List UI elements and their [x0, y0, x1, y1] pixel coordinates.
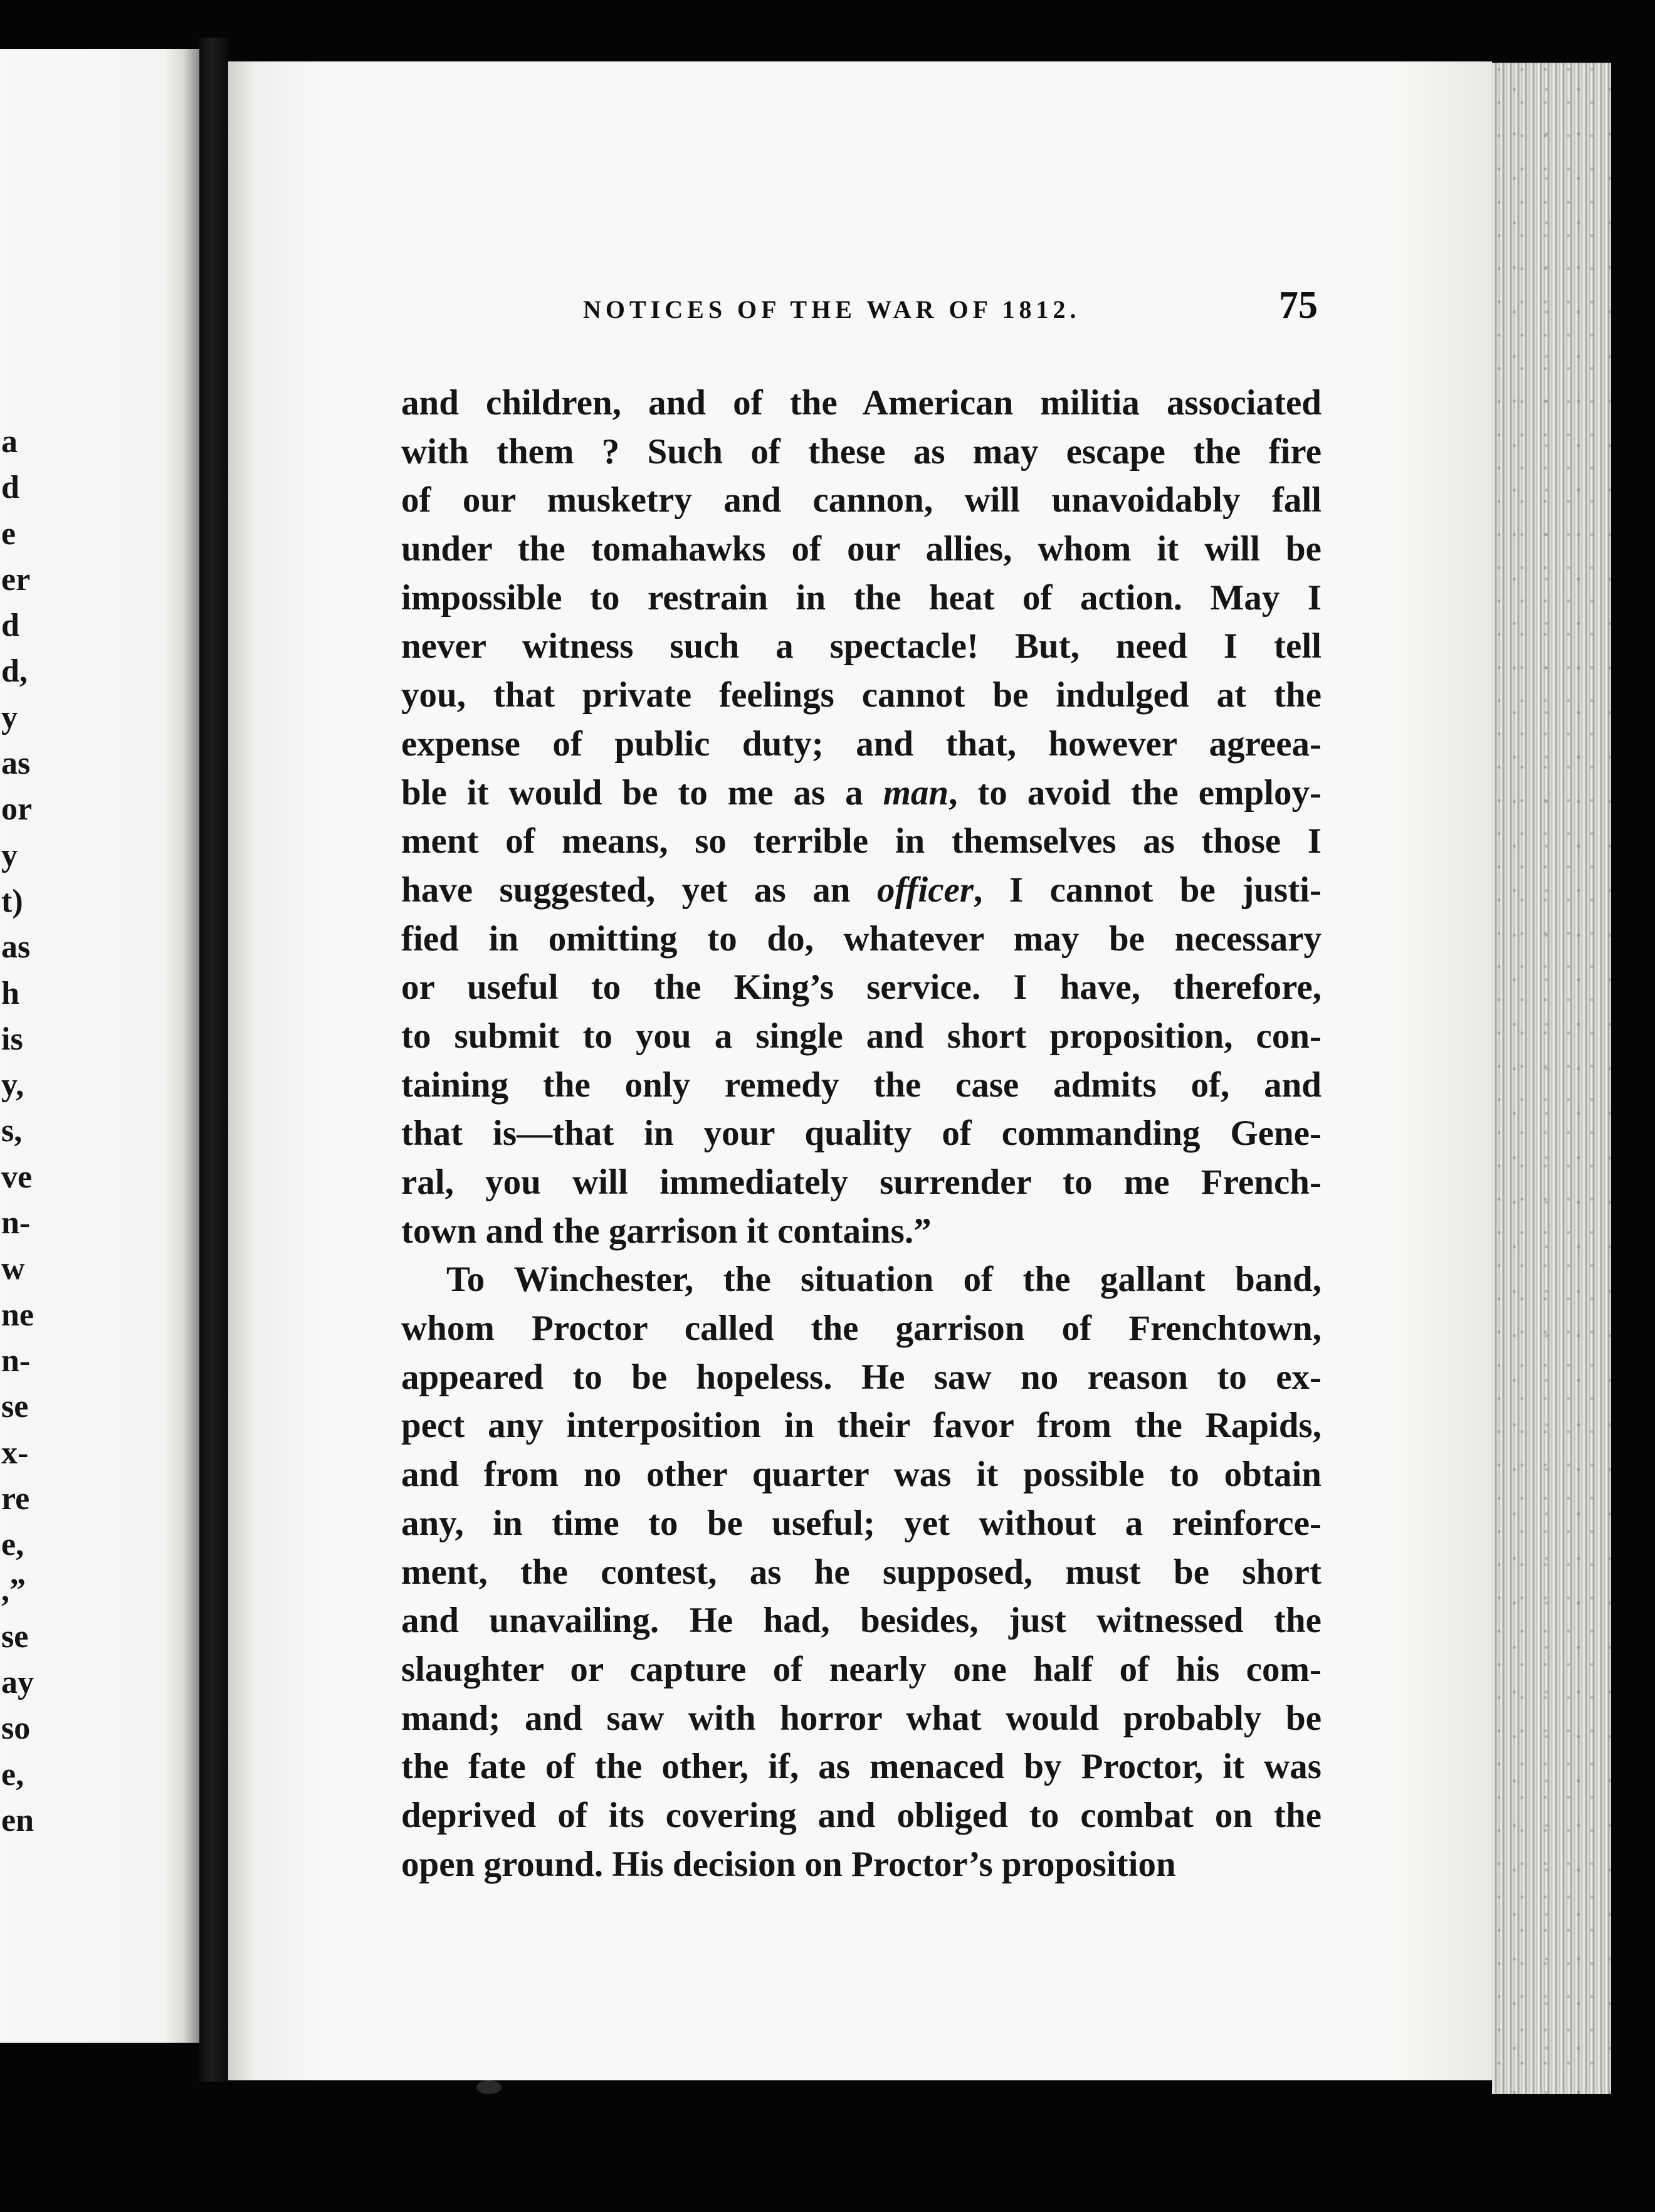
left-page-fragment: ay — [1, 1665, 34, 1701]
left-page-fragment: w — [1, 1251, 25, 1287]
text-line: ment, the contest, as he supposed, must be short — [401, 1552, 1321, 1592]
text-line: that is—that in your quality of commanding Gene- — [401, 1114, 1321, 1154]
text-line — [401, 866, 1321, 915]
text-line: and unavailing. He had, besides, just witnessed the — [401, 1601, 1321, 1641]
left-page-fragment: d, — [1, 653, 28, 690]
text-line: the fate of the other, if, as menaced by Proctor, it was — [401, 1747, 1321, 1787]
text-line: impossible to restrain in the heat of action. May I — [401, 577, 1321, 618]
left-page-fragment: e, — [1, 1756, 24, 1793]
left-page-fragment: a — [1, 424, 18, 460]
text-line: ral, you will immediately surrender to me French- — [401, 1162, 1321, 1202]
left-page-fragment: ve — [1, 1159, 33, 1195]
left-page-fragment: se — [1, 1618, 29, 1655]
text-line: any, in time to be useful; yet without a reinforce- — [401, 1503, 1321, 1543]
left-page-fragment: n- — [1, 1205, 31, 1241]
text-line: deprived of its covering and obliged to combat on the — [401, 1795, 1321, 1835]
left-page-fragment: se — [1, 1389, 29, 1425]
left-page-fragment: y — [1, 837, 18, 873]
left-page-fragment: y, — [1, 1067, 24, 1103]
text-segment: ble it would be to me as a — [401, 772, 883, 813]
text-line: never witness such a spectacle! But, need I tell — [401, 626, 1321, 666]
text-line: mand; and saw with horror what would probably be — [401, 1698, 1321, 1738]
text-segment: , I cannot be justi- — [974, 870, 1321, 910]
text-line: expense of public duty; and that, however agreea- — [401, 724, 1321, 764]
text-line: whom Proctor called the garrison of Frenchtown, — [401, 1309, 1321, 1349]
text-line: town and the garrison it contains.” — [401, 1211, 932, 1251]
text-line: to submit to you a single and short proposition, con- — [401, 1016, 1321, 1056]
text-line — [401, 769, 1321, 818]
text-line: taining the only remedy the case admits of, and — [401, 1065, 1321, 1105]
text-line: ment of means, so terrible in themselves as those I — [401, 821, 1321, 861]
text-line: pect any interposition in their favor from the Rapids, — [401, 1406, 1321, 1446]
italic-word: officer — [876, 870, 974, 910]
page-edges — [1492, 63, 1611, 2094]
text-line: and from no other quarter was it possible to obtain — [401, 1455, 1321, 1495]
page-number: 75 — [1279, 284, 1318, 327]
left-page-fragment: ,” — [1, 1572, 26, 1609]
left-page-fragment: as — [1, 745, 31, 782]
left-page-fragment: d — [1, 470, 19, 506]
left-page-fragment: ne — [1, 1297, 34, 1333]
text-line: you, that private feelings cannot be indulged at the — [401, 675, 1321, 715]
left-page-fragment: is — [1, 1021, 23, 1057]
left-page-fragment: n- — [1, 1342, 31, 1379]
text-line: and children, and of the American militia associated — [401, 383, 1321, 423]
left-page-fragment: t) — [1, 883, 23, 919]
left-page-fragment: h — [1, 975, 19, 1011]
text-segment: have suggested, yet as an — [401, 870, 877, 910]
text-line: under the tomahawks of our allies, whom it will be — [401, 529, 1321, 569]
text-line: fied in omitting to do, whatever may be necessary — [401, 919, 1321, 959]
left-page-fragment: so — [1, 1710, 31, 1747]
text-line: with them ? Such of these as may escape the fire — [401, 431, 1321, 471]
left-page-fragment: s, — [1, 1113, 23, 1149]
left-page-fragment: as — [1, 929, 31, 966]
left-page-fragment: e — [1, 515, 16, 552]
text-segment: , to avoid the employ- — [948, 772, 1321, 813]
left-page-fragment: en — [1, 1802, 34, 1838]
left-page-fragment: y — [1, 699, 18, 735]
left-page-fragment: or — [1, 791, 33, 828]
left-page-fragment: re — [1, 1480, 30, 1517]
left-page-fragment: x- — [1, 1435, 29, 1471]
running-head: NOTICES OF THE WAR OF 1812. — [583, 295, 1081, 324]
left-page-fragment: er — [1, 561, 31, 598]
left-page-fragment: e, — [1, 1527, 24, 1563]
text-line: of our musketry and cannon, will unavoidably fall — [401, 480, 1321, 520]
text-line: open ground. His decision on Proctor’s proposition — [401, 1844, 1176, 1884]
left-page-text-fragments — [0, 419, 199, 1843]
body-text — [401, 379, 1321, 1888]
text-line: To Winchester, the situation of the gallant band, — [446, 1260, 1321, 1300]
italic-word: man — [883, 772, 949, 813]
text-line: or useful to the King’s service. I have, therefore, — [401, 967, 1321, 1008]
book-gutter — [199, 38, 228, 2082]
left-page-fragment: d — [1, 608, 19, 644]
text-line: slaughter or capture of nearly one half of his com- — [401, 1649, 1321, 1689]
scan-blemish — [476, 2080, 502, 2094]
left-page — [0, 49, 199, 2043]
text-line: appeared to be hopeless. He saw no reason to ex- — [401, 1357, 1321, 1397]
